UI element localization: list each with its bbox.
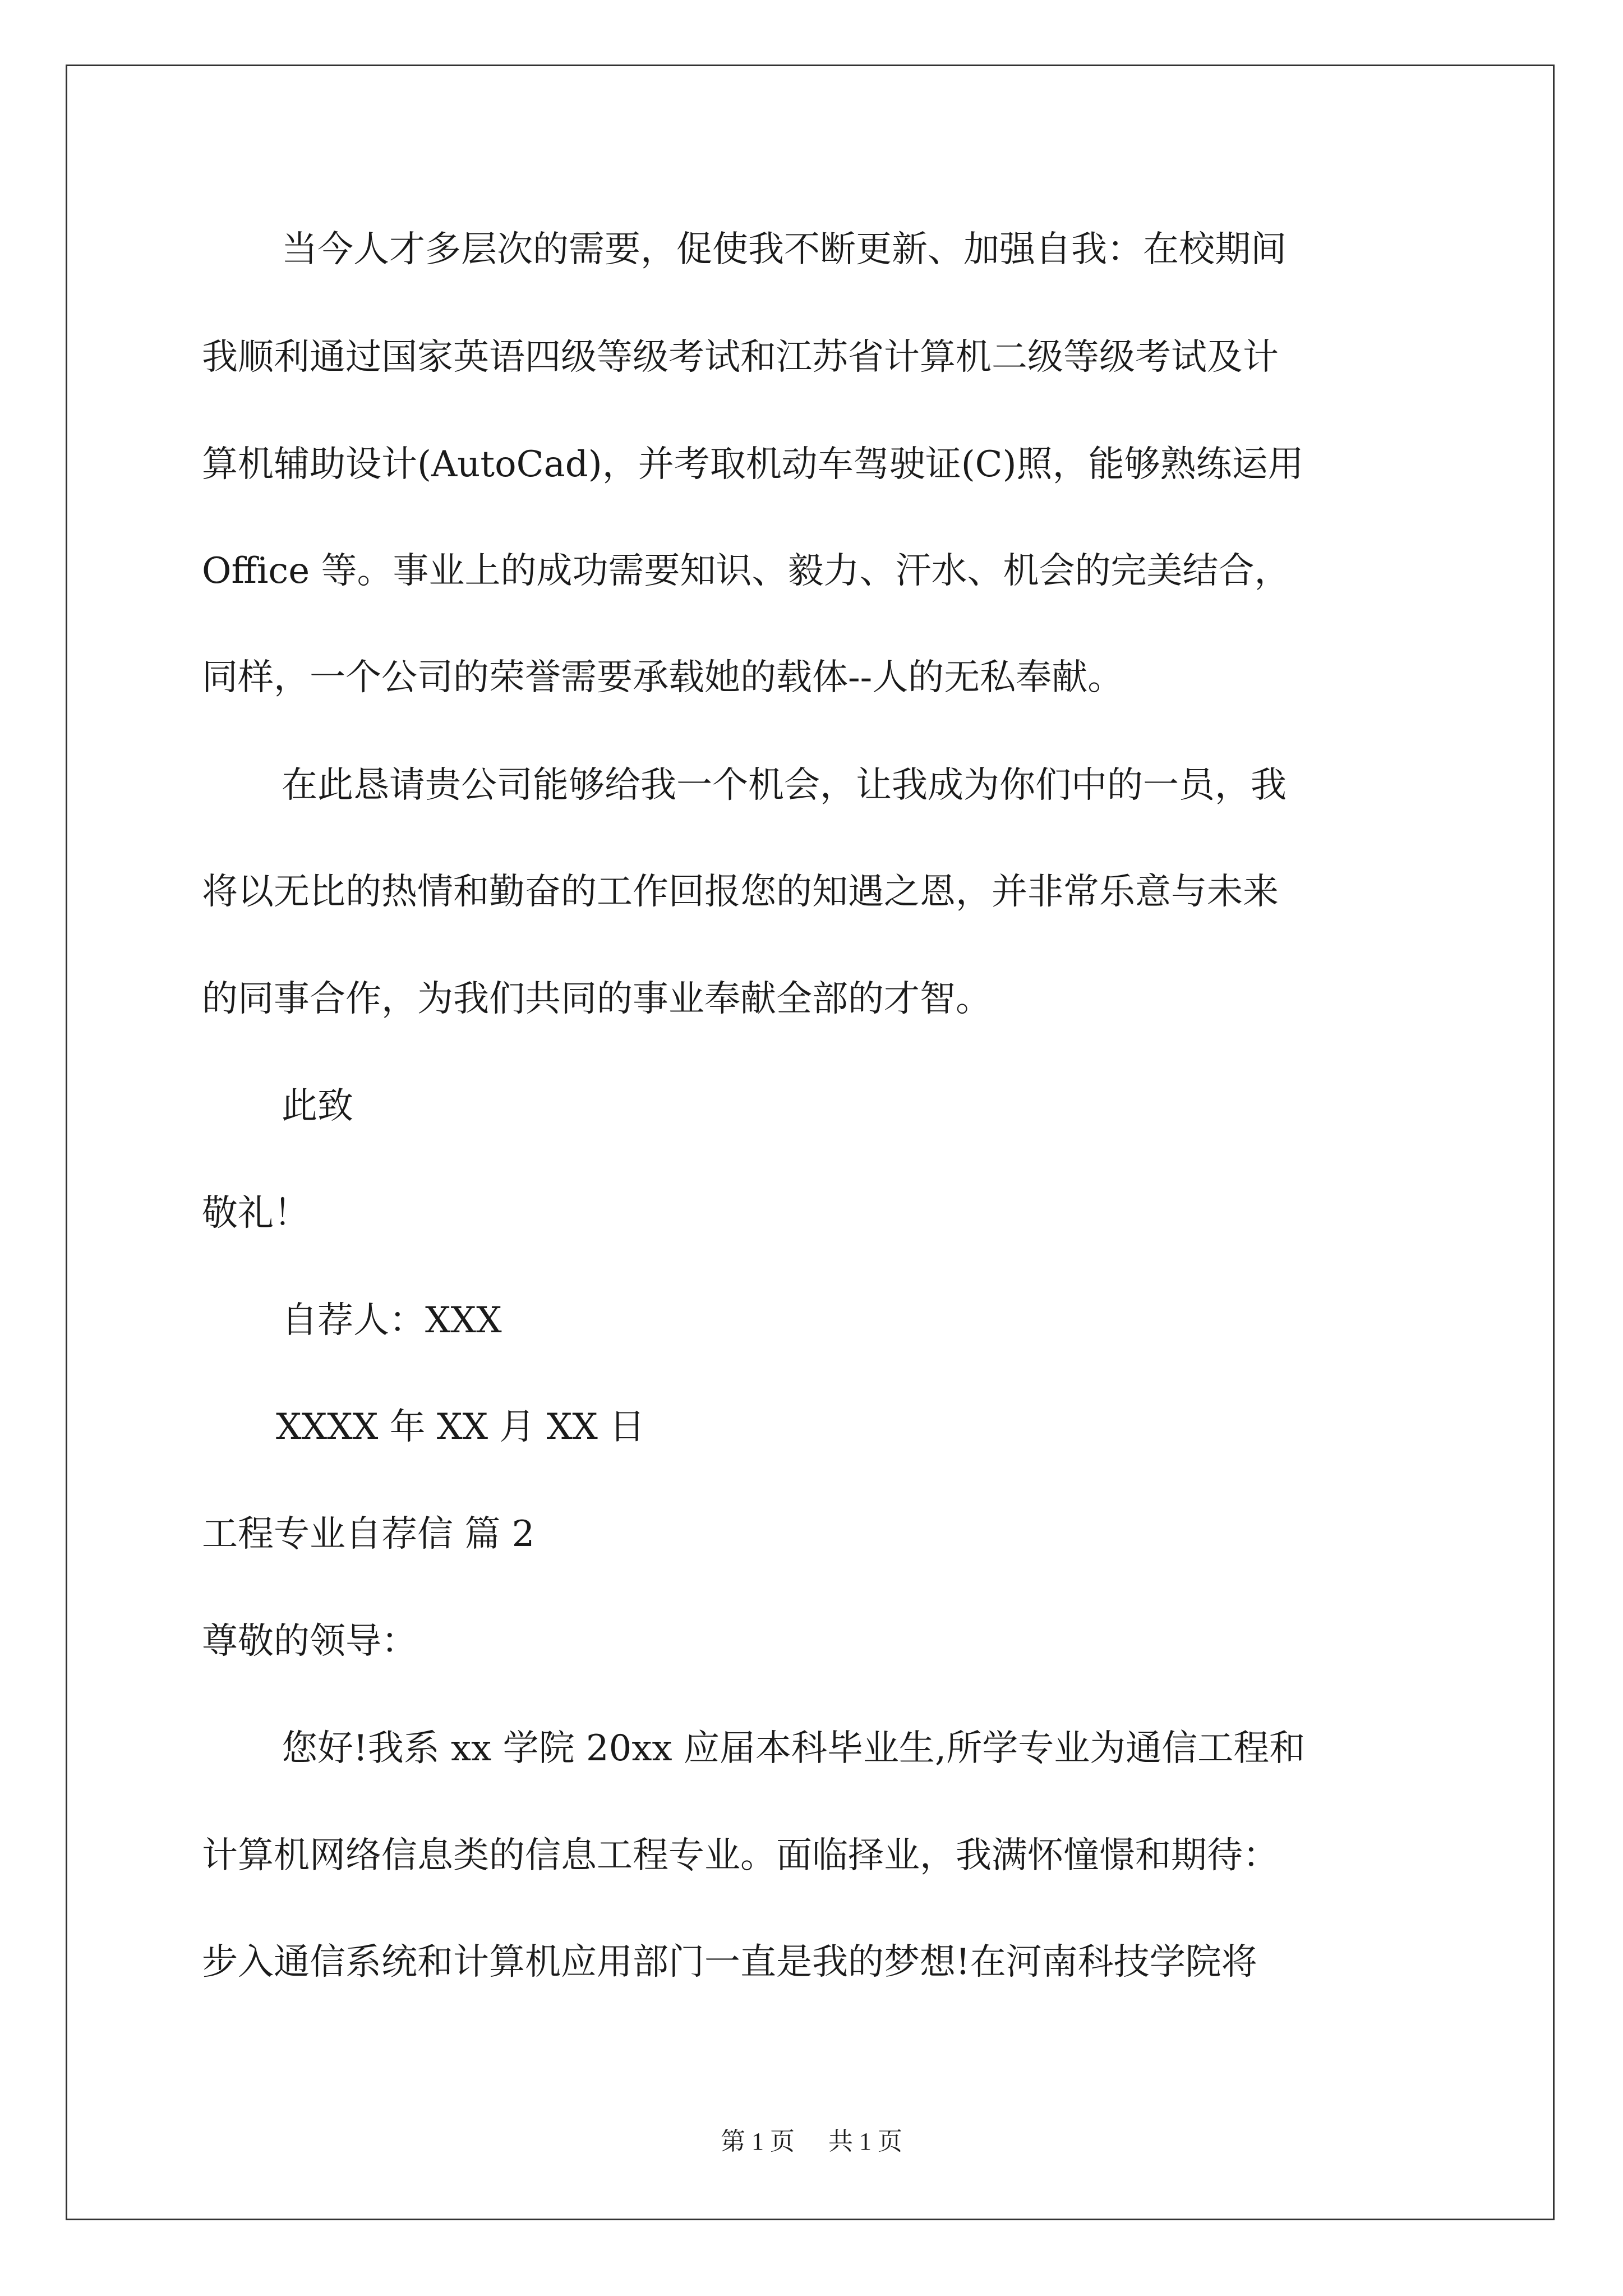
paragraph-line: 在此恳请贵公司能够给我一个机会，让我成为你们中的一员，我 [282,765,1287,806]
paragraph-line: 计算机网络信息类的信息工程专业。面临择业，我满怀憧憬和期待： [202,1835,1279,1876]
greeting-line: 尊敬的领导： [202,1621,417,1662]
paragraph-line: 步入通信系统和计算机应用部门一直是我的梦想!在河南科技学院将 [202,1941,1257,1983]
page-total: 共 1 页 [828,2128,902,2155]
date-line: XXXX 年 XX 月 XX 日 [276,1406,645,1448]
page-border [66,65,1555,2220]
paragraph-line: 将以无比的热情和勤奋的工作回报您的知遇之恩，并非常乐意与未来 [202,871,1279,913]
closing-regards: 敬礼！ [202,1193,310,1234]
paragraph-line: 我顺利通过国家英语四级等级考试和江苏省计算机二级等级考试及计 [202,337,1279,378]
closing-salutation: 此致 [282,1085,353,1127]
section-title: 工程专业自荐信 篇 2 [202,1513,535,1555]
paragraph-line: 您好!我系 xx 学院 20xx 应届本科毕业生,所学专业为通信工程和 [282,1728,1306,1769]
paragraph-line: 的同事合作，为我们共同的事业奉献全部的才智。 [202,978,992,1020]
page-footer [0,2125,1623,2159]
paragraph-line: 算机辅助设计(AutoCad)，并考取机动车驾驶证(C)照，能够熟练运用 [202,444,1304,485]
paragraph-line: Office 等。事业上的成功需要知识、毅力、汗水、机会的完美结合， [202,550,1290,592]
paragraph-line: 同样，一个公司的荣誉需要承载她的载体--人的无私奉献。 [202,657,1124,698]
signature-line: 自荐人：XXX [282,1300,502,1341]
paragraph-line: 当今人才多层次的需要，促使我不断更新、加强自我：在校期间 [282,229,1287,270]
page-number: 第 1 页 [721,2128,795,2155]
